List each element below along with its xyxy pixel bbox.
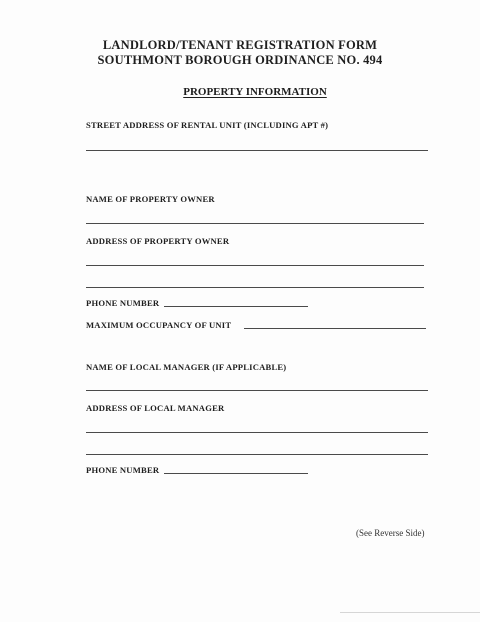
section-title: PROPERTY INFORMATION <box>183 86 327 98</box>
form-title-line1: LANDLORD/TENANT REGISTRATION FORM <box>102 38 378 52</box>
manager-address-line-1[interactable] <box>86 432 428 433</box>
street-address-line[interactable] <box>86 150 428 151</box>
manager-address-label: ADDRESS OF LOCAL MANAGER <box>86 403 225 413</box>
owner-address-label: ADDRESS OF PROPERTY OWNER <box>86 236 230 246</box>
scan-edge-line <box>340 612 480 613</box>
owner-address-line-2[interactable] <box>86 287 424 288</box>
max-occupancy-label: MAXIMUM OCCUPANCY OF UNIT <box>86 320 232 330</box>
max-occupancy-line[interactable] <box>244 328 426 329</box>
owner-name-line[interactable] <box>86 223 424 224</box>
manager-phone-label: PHONE NUMBER <box>86 465 160 475</box>
manager-phone-line[interactable] <box>164 473 308 474</box>
manager-name-line[interactable] <box>86 390 428 391</box>
street-address-label: STREET ADDRESS OF RENTAL UNIT (INCLUDING APT #) <box>86 120 329 130</box>
owner-phone-label: PHONE NUMBER <box>86 298 160 308</box>
manager-address-line-2[interactable] <box>86 454 428 455</box>
form-title-line2: SOUTHMONT BOROUGH ORDINANCE NO. 494 <box>97 53 383 67</box>
owner-name-label: NAME OF PROPERTY OWNER <box>86 194 215 204</box>
owner-phone-line[interactable] <box>164 306 308 307</box>
owner-address-line-1[interactable] <box>86 265 424 266</box>
manager-name-label: NAME OF LOCAL MANAGER (IF APPLICABLE) <box>86 362 287 372</box>
see-reverse-note: (See Reverse Side) <box>356 528 425 538</box>
